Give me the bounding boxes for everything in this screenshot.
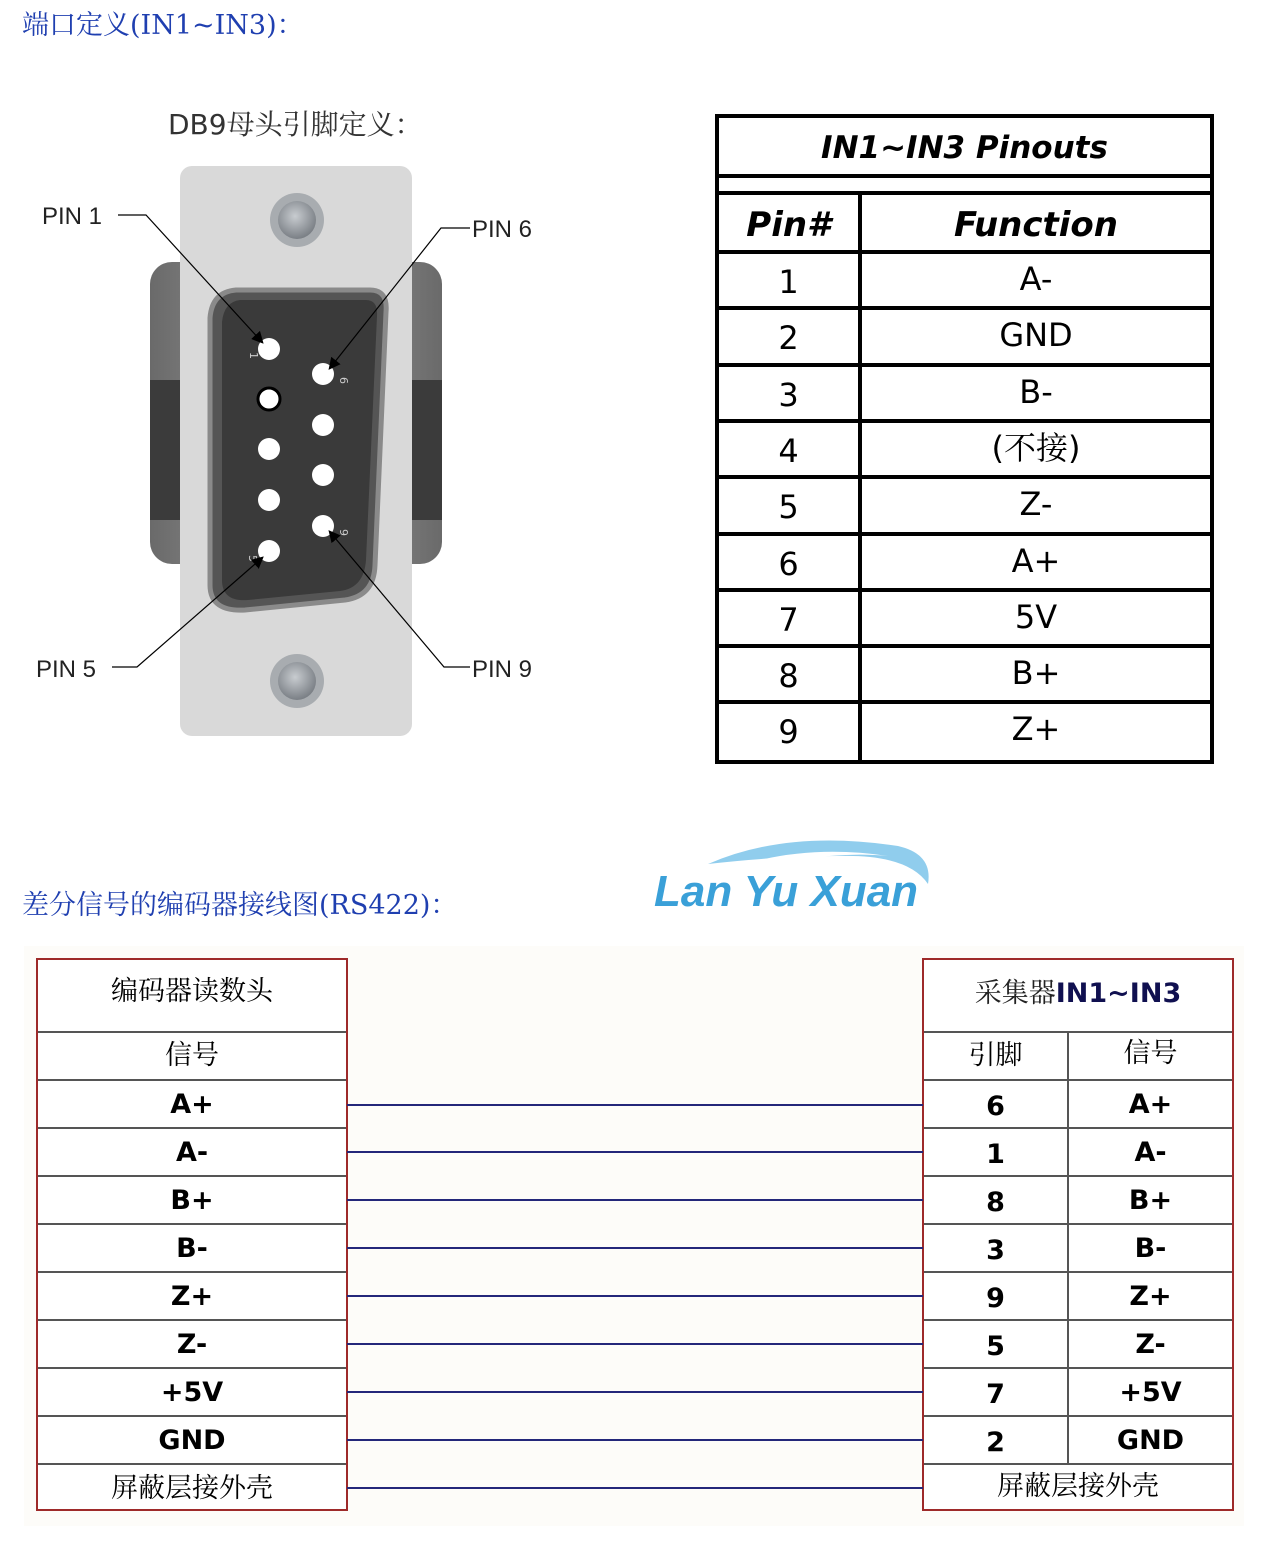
- pin-number-cell: 1: [778, 263, 799, 301]
- encoder-shield-note: 屏蔽层接外壳: [111, 1473, 273, 1504]
- collector-signal-cell: B+: [1128, 1185, 1173, 1216]
- collector-signal-header: 信号: [1123, 1038, 1178, 1069]
- pin-hole-3: [258, 438, 280, 460]
- wire-line: [347, 1151, 923, 1153]
- collector-pin-cell: 9: [986, 1283, 1005, 1314]
- encoder-signal-cell: Z-: [176, 1329, 208, 1360]
- pinout-table-title: IN1~IN3 Pinouts: [821, 130, 1108, 166]
- pin6-label: PIN 6: [472, 216, 533, 243]
- pin-column-header: Pin#: [746, 205, 831, 245]
- collector-pin-cell: 6: [986, 1091, 1005, 1122]
- collector-pin-cell: 3: [986, 1235, 1005, 1266]
- pin-number-cell: 7: [778, 600, 799, 639]
- wire-line: [347, 1199, 923, 1201]
- encoder-signal-cell: A-: [175, 1137, 209, 1168]
- pin-number-cell: 2: [778, 319, 799, 358]
- pin-function-cell: Z-: [1019, 485, 1053, 524]
- db9-caption: DB9母头引脚定义：: [168, 108, 423, 141]
- encoder-head-title: 编码器读数头: [111, 976, 273, 1007]
- function-column-header: Function: [953, 205, 1118, 245]
- wire-line: [347, 1295, 923, 1297]
- pin-number-9: 9: [337, 529, 350, 536]
- collector-pin-header: 引脚: [968, 1040, 1023, 1071]
- collector-pin-cell: 2: [986, 1427, 1005, 1458]
- encoder-signal-cell: +5V: [160, 1377, 224, 1408]
- pin-number-cell: 6: [778, 544, 799, 583]
- wire-line: [347, 1391, 923, 1393]
- pin-hole-2: [258, 388, 280, 410]
- wire-line: [347, 1104, 923, 1106]
- collector-shield-note: 屏蔽层接外壳: [997, 1471, 1159, 1502]
- collector-signal-cell: GND: [1116, 1425, 1185, 1456]
- encoder-signal-cell: GND: [158, 1425, 226, 1456]
- pin-number-cell: 9: [778, 713, 799, 752]
- pin-function-cell: A-: [1019, 260, 1053, 298]
- collector-pin-cell: 7: [986, 1379, 1005, 1410]
- collector-title-cn: 采集器: [974, 978, 1056, 1009]
- collector-signal-cell: B-: [1134, 1233, 1167, 1264]
- pin-number-5: 5: [246, 555, 259, 562]
- collector-pin-cell: 8: [986, 1187, 1005, 1218]
- pin-hole-4: [258, 489, 280, 511]
- pin1-label: PIN 1: [42, 203, 103, 230]
- encoder-signal-header: 信号: [165, 1040, 219, 1071]
- wire-line: [347, 1439, 923, 1441]
- pin-number-1: 1: [247, 352, 260, 359]
- collector-signal-cell: +5V: [1119, 1377, 1182, 1408]
- pin-function-cell: 5V: [1014, 597, 1058, 636]
- collector-signal-cell: Z+: [1129, 1281, 1172, 1312]
- encoder-signal-cell: Z+: [170, 1281, 214, 1312]
- wire-line: [347, 1487, 923, 1489]
- logo-text: Lan Yu Xuan: [654, 867, 919, 916]
- collector-signal-cell: Z-: [1135, 1329, 1166, 1360]
- pinout-table: [715, 114, 1214, 764]
- wiring-diagram-heading: 差分信号的编码器接线图(RS422)：: [22, 890, 458, 921]
- pin-function-cell: Z+: [1011, 710, 1061, 749]
- encoder-signal-cell: B+: [170, 1185, 214, 1216]
- collector-pin-cell: 5: [986, 1331, 1005, 1362]
- collector-signal-cell: A-: [1134, 1137, 1167, 1168]
- encoder-head-table: [36, 958, 348, 1511]
- db9-connector-figure: [0, 150, 640, 750]
- collector-title-en: IN1~IN3: [1055, 978, 1182, 1009]
- port-definition-heading: 端口定义(IN1~IN3)：: [22, 10, 304, 41]
- pin-function-cell: GND: [999, 316, 1073, 355]
- pin-number-cell: 5: [778, 488, 799, 527]
- collector-signal-cell: A+: [1128, 1089, 1173, 1120]
- pin5-label: PIN 5: [36, 656, 97, 683]
- pin9-label: PIN 9: [472, 656, 533, 683]
- pin-hole-8: [312, 464, 334, 486]
- pin-function-cell: A+: [1011, 541, 1061, 580]
- lan-yu-xuan-logo: [648, 834, 938, 919]
- pin-hole-7: [312, 414, 334, 436]
- pin-number-cell: 3: [778, 375, 799, 414]
- pin-number-6: 6: [337, 377, 350, 384]
- collector-table: [922, 958, 1234, 1511]
- encoder-signal-cell: A+: [170, 1089, 214, 1120]
- collector-pin-cell: 1: [986, 1139, 1005, 1170]
- wire-line: [347, 1247, 923, 1249]
- pin-function-cell: (不接): [991, 428, 1081, 467]
- wire-line: [347, 1343, 923, 1345]
- pin-number-cell: 8: [778, 657, 799, 696]
- pin-function-cell: B-: [1019, 372, 1053, 411]
- pin-function-cell: B+: [1011, 654, 1061, 693]
- pin-number-cell: 4: [778, 431, 799, 470]
- encoder-signal-cell: B-: [176, 1233, 208, 1264]
